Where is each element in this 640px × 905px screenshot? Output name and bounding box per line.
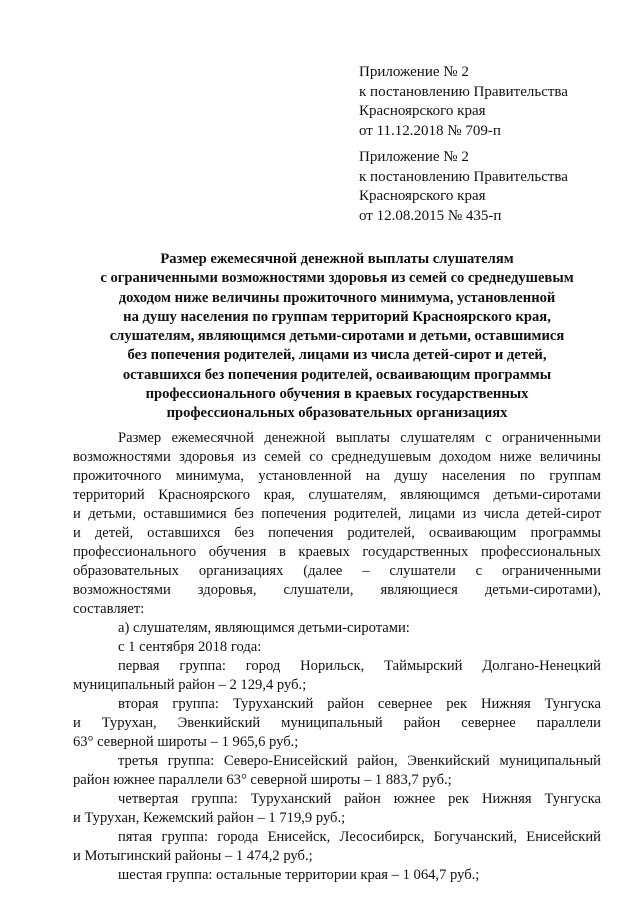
word: и [73,506,81,522]
word: ограниченными [501,563,601,579]
word: муниципальный [281,715,383,731]
body-line: муниципальный район – 2 129,4 руб.; [73,677,307,693]
appendix-line: к постановлению Правительства [359,168,568,185]
title-line: Размер ежемесячной денежной выплаты слушателям [160,251,514,267]
word: севернее [377,696,433,712]
word: город [245,658,281,674]
word: детьми-сиротами), [484,582,601,598]
word: семей [264,449,301,465]
body-line [73,448,601,467]
word: Красноярского [158,487,251,503]
word: возможностями [73,449,171,465]
appendix-line: Приложение № 2 [359,149,469,165]
word: третья [118,753,159,769]
word: и [73,525,81,541]
word: числа [483,506,520,522]
document-title [72,250,602,424]
word: без [234,525,255,541]
word: Лесосибирск, [339,829,425,845]
word: и [73,715,81,731]
word: душу [394,468,428,484]
appendix-line: Красноярского края [359,188,486,204]
word: Богучанский, [433,829,518,845]
appendix-line: Приложение № 2 [359,64,469,80]
body-line [73,543,601,562]
body-line [73,581,601,600]
word: попечения [268,525,334,541]
word: являющимся [400,487,480,503]
appendix-line: к постановлению Правительства [359,83,568,100]
word: Нижняя [481,791,532,807]
word: Туруханский [232,696,314,712]
body-line [73,524,601,543]
word: южнее [393,791,436,807]
word: пятая [118,829,153,845]
word: Норильск, [300,658,365,674]
word: здоровья [179,449,235,465]
word: родителей, [347,525,415,541]
word: параллели [536,715,601,731]
word: Туруханский [250,791,332,807]
word: программы [530,525,601,541]
word: из [242,449,257,465]
word: район [344,791,381,807]
word: – [362,563,370,579]
word: рек [446,696,468,712]
word: по [519,468,535,484]
word: организациях [198,563,284,579]
body-line [73,467,601,486]
appendix-line: от 12.08.2015 № 435-п [359,207,502,224]
word: ограниченными [501,430,601,446]
body-line: а) слушателям, являющимся детьми-сиротами: [118,620,410,636]
word: слушателям, [308,487,387,503]
word: муниципальный [499,753,601,769]
word: являющиеся [380,582,458,598]
word: Енисейский [526,829,601,845]
word: Размер [118,430,162,446]
word: осваивающим [428,525,517,541]
word: образовательных [73,563,179,579]
word: детей-сирот [526,506,601,522]
word: детьми, [88,506,136,522]
title-line: профессионального обучения в краевых государственных [145,386,529,403]
word: края, [263,487,295,503]
body-line [73,429,601,448]
body-line: шестая группа: остальные территории края – 1 064,7 руб.; [118,867,480,883]
word: группа: [179,658,226,674]
word: территорий [73,487,145,503]
word: Долгано-Ненецкий [482,658,601,674]
word: минимума, [175,468,244,484]
word: группа: [161,829,209,845]
word: Эвенкийский [177,715,261,731]
word: здоровья, [197,582,257,598]
word: Таймырский [384,658,463,674]
word: обучения [208,544,267,560]
word: попечения [261,506,327,522]
document-body [73,429,601,885]
word: денежной [264,430,326,446]
word: возможностями [73,582,171,598]
title-line: профессиональных образовательных организациях [166,405,508,422]
word: Эвенкийский [407,753,490,769]
title-line: доходом ниже величины прожиточного минимума, установленной [118,289,556,306]
word: среднедушевым [331,449,432,465]
word: рек [448,791,469,807]
word: район [327,696,364,712]
word: район, [357,753,398,769]
word: государственных [362,544,469,560]
word: населения [441,468,506,484]
body-line: и Мотыгинский районы – 1 474,2 руб.; [73,848,313,864]
word: район [403,715,441,731]
body-line [73,562,601,581]
body-line: район южнее параллели 63° северной широты – 1 883,7 руб.; [73,772,452,788]
title-line: оставшихся без попечения родителей, осваивающим программы [122,366,552,383]
body-line: составляет: [73,601,145,617]
word: (далее [303,563,343,579]
word: без [234,506,254,522]
word: краевых [298,544,350,560]
word: Тунгуска [544,791,601,807]
title-line: на душу населения по группам территорий Красноярского края, [123,308,551,325]
word: Турухан, [101,715,157,731]
word: со [309,449,324,465]
body-line [73,828,601,847]
body-line [73,714,601,733]
word: слушатели [389,563,456,579]
title-line: слушателям, являющимся детьми-сиротами и детьми, оставшимися [109,328,565,345]
body-line: и Турухан, Кежемский район – 1 719,9 руб.; [73,810,346,826]
word: севернее [461,715,516,731]
word: установленной [258,468,352,484]
title-line: с ограниченными возможностями здоровья из семей со среднедушевым [100,270,574,287]
word: группа: [172,696,219,712]
word: ежемесячной [171,430,254,446]
appendix-line: от 11.12.2018 № 709-п [359,122,501,139]
word: детьми-сиротами [493,487,601,503]
appendix-block-2 [359,148,629,226]
word: лицами [408,506,456,522]
body-line: с 1 сентября 2018 года: [118,639,262,655]
word: из [462,506,477,522]
word: с [475,563,483,579]
word: профессиональных [480,544,601,560]
word: слушатели, [283,582,354,598]
word: детей, [94,525,134,541]
word: с [485,430,492,446]
word: на [365,468,381,484]
body-line [73,505,601,524]
word: Нижняя [481,696,531,712]
word: города [217,829,259,845]
appendix-block-1 [359,63,629,141]
word: Енисейск, [267,829,331,845]
word: доходом [439,449,492,465]
word: в [278,544,286,560]
word: четвертая [118,791,179,807]
word: оставшихся [147,525,221,541]
title-line: без попечения родителей, лицами из числа детей-сирот и детей, [127,347,547,364]
word: выплаты [335,430,390,446]
word: группа: [167,753,215,769]
word: группа: [191,791,238,807]
word: родителей, [333,506,402,522]
word: ниже [499,449,532,465]
word: первая [118,658,160,674]
body-line: 63° северной широты – 1 965,6 руб.; [73,734,299,750]
body-line [73,752,601,771]
word: вторая [118,696,159,712]
word: оставшимися [143,506,227,522]
word: Северо-Енисейский [223,753,348,769]
word: группам [549,468,601,484]
body-line [73,657,601,676]
word: прожиточного [73,468,162,484]
word: слушателям [400,430,475,446]
body-line [73,695,601,714]
body-line [73,790,601,809]
body-line [73,486,601,505]
word: величины [539,449,601,465]
word: Тунгуска [544,696,601,712]
appendix-line: Красноярского края [359,103,486,119]
word: профессионального [73,544,197,560]
